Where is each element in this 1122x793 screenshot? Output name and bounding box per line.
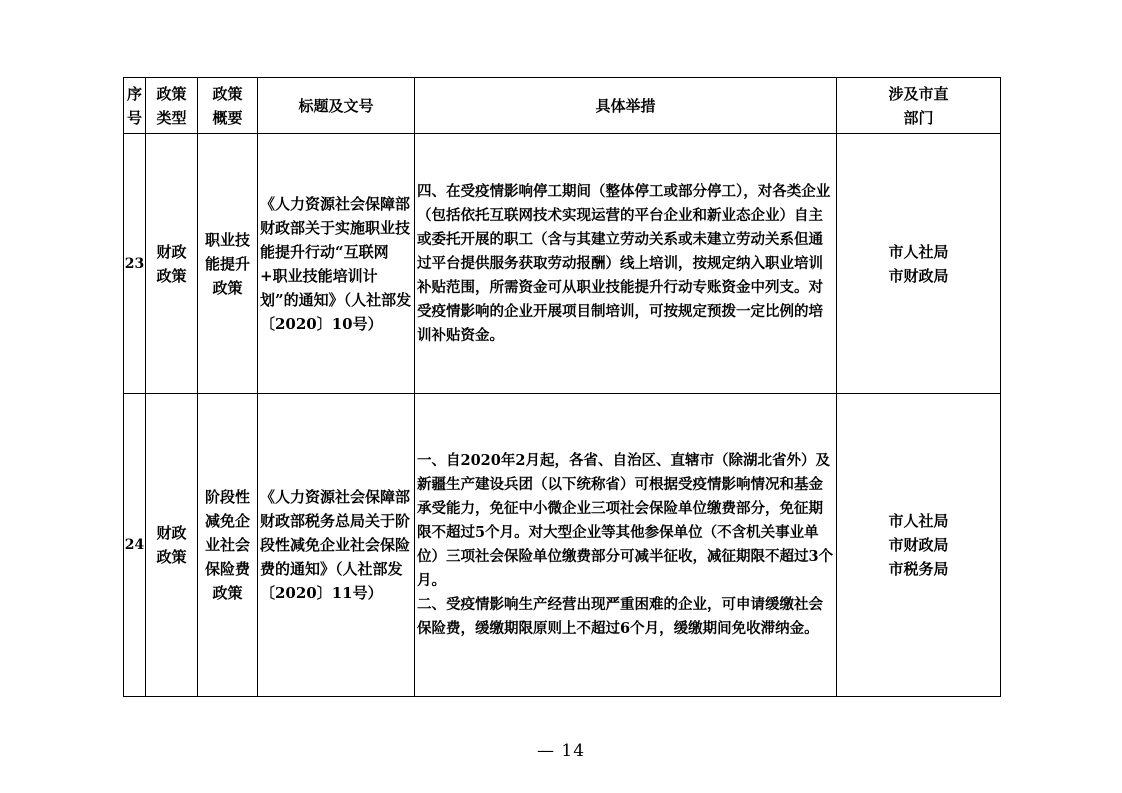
row-title-doc: 《人力资源社会保障部财政部关于实施职业技能提升行动“互联网+职业技能培训计划”的通知》（人社部发〔2020〕10号） — [258, 134, 415, 394]
row-title-doc: 《人力资源社会保障部财政部税务总局关于阶段性减免企业社会保险费的通知》（人社部发〔2020〕11号） — [258, 394, 415, 697]
header-policy-type: 政策类型 — [146, 78, 198, 134]
header-seq: 序号 — [124, 78, 146, 134]
table-row — [124, 134, 1001, 394]
department-item: 市财政局 — [888, 536, 949, 554]
department-item: 市人社局 — [888, 242, 949, 261]
table-header-row — [124, 78, 1001, 134]
row-seq: 23 — [124, 134, 146, 394]
measure-paragraph: 一、自2020年2月起，各省、自治区、直辖市（除湖北省外）及新疆生产建设兵团（以下统称省）可根据受疫情影响情况和基金承受能力，免征中小微企业三项社会保险单位缴费部分，免征期限不超过5个月。对大型企业等其他参保单位（不含机关事业单位）三项社会保险单位缴费部分可减半征收，减征期限不超过3个月。 — [417, 452, 834, 589]
header-measures: 具体举措 — [415, 78, 837, 134]
header-departments: 涉及市直部门 — [837, 78, 1001, 134]
row-policy-summary: 职业技能提升政策 — [198, 134, 258, 394]
table-row — [124, 394, 1001, 697]
policy-table — [123, 77, 1001, 697]
measure-paragraph: 二、受疫情影响生产经营出现严重困难的企业，可申请缓缴社会保险费，缓缴期限原则上不超过6个月，缓缴期间免收滞纳金。 — [417, 596, 823, 637]
row-policy-type: 财政政策 — [146, 394, 198, 697]
department-item: 市人社局 — [888, 512, 949, 530]
department-item: 市财政局 — [888, 266, 949, 285]
row-departments — [837, 394, 1001, 697]
row-measures — [415, 394, 837, 697]
page-number: — 14 — [536, 741, 586, 761]
header-title-doc: 标题及文号 — [258, 78, 415, 134]
row-measures — [415, 134, 837, 394]
measure-paragraph: 四、在受疫情影响停工期间（整体停工或部分停工），对各类企业（包括依托互联网技术实现运营的平台企业和新业态企业）自主或委托开展的职工（含与其建立劳动关系或未建立劳动关系但通过平台提供服务获取劳动报酬）线上培训，按规定纳入职业培训补贴范围，所需资金可从职业技能提升行动专账资金中列支。对受疫情影响的企业开展项目制培训，可按规定预拨一定比例的培训补贴资金。 — [417, 182, 831, 344]
row-seq: 24 — [124, 394, 146, 697]
row-policy-type: 财政政策 — [146, 134, 198, 394]
row-policy-summary: 阶段性减免企业社会保险费政策 — [198, 394, 258, 697]
department-item: 市税务局 — [888, 560, 949, 578]
header-policy-summary: 政策概要 — [198, 78, 258, 134]
row-departments — [837, 134, 1001, 394]
